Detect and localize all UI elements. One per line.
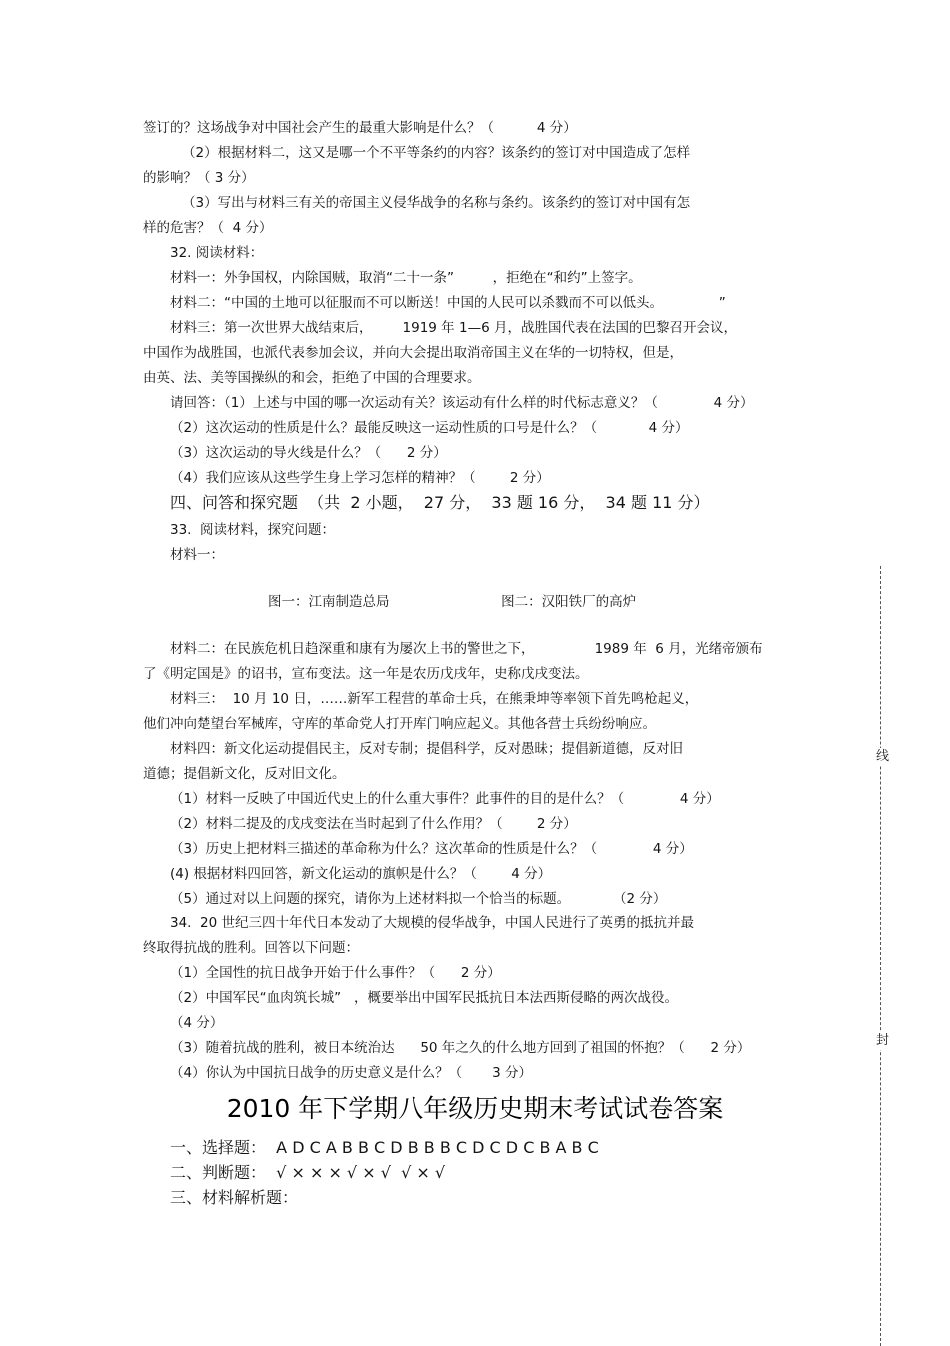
- text-line: 材料三： 10 月 10 日，……新军工程营的革命士兵，在熊秉坤等率领下首先鸣枪起义，: [170, 691, 699, 707]
- text-line: 材料四：新文化运动提倡民主，反对专制；提倡科学，反对愚昧；提倡新道德，反对旧: [170, 741, 683, 757]
- text-line: （4 分）: [170, 1015, 224, 1031]
- text-line: 请回答：（1）上述与中国的哪一次运动有关？该运动有什么样的时代标志意义？（ 4 分）: [170, 395, 754, 411]
- text-line: （2）这次运动的性质是什么？最能反映这一运动性质的口号是什么？（ 4 分）: [170, 420, 689, 436]
- text-line: 图一：江南制造总局 图二：汉阳铁厂的高炉: [268, 594, 637, 610]
- text-line: 道德；提倡新文化，反对旧文化。: [143, 766, 346, 782]
- text-line: 的影响？（ 3 分）: [143, 170, 255, 186]
- text-line: 终取得抗战的胜利。回答以下问题：: [143, 940, 359, 956]
- section-heading-4: 四、问答和探究题 （共 2 小题， 27 分， 33 题 16 分， 34 题 11 分）: [170, 493, 710, 512]
- answer-judge: 二、判断题： √ × × × √ × √ √ × √: [170, 1163, 446, 1182]
- text-line: 样的危害？（ 4 分）: [143, 220, 273, 236]
- text-line: (4) 根据材料四回答，新文化运动的旗帜是什么？（ 4 分）: [170, 866, 552, 882]
- text-line: （3）写出与材料三有关的帝国主义侵华战争的名称与条约。该条约的签订对中国有怎: [182, 195, 691, 211]
- answer-choice: 一、选择题： A D C A B B C D B B B C D C D C B A B C: [170, 1138, 599, 1157]
- text-line: 材料二：“中国的土地可以征服而不可以断送！中国的人民可以杀戮而不可以低头。 ”: [170, 295, 726, 311]
- text-line: 32. 阅读材料：: [170, 245, 264, 261]
- text-line: 材料一：外争国权，内除国贼，取消“二十一条” ，拒绝在“和约”上签字。: [170, 270, 642, 286]
- text-line: 由英、法、美等国操纵的和会，拒绝了中国的合理要求。: [143, 370, 481, 386]
- answer-material: 三、材料解析题：: [170, 1188, 299, 1207]
- text-line: （2）中国军民“血肉筑长城” ，概要举出中国军民抵抗日本法西斯侵略的两次战役。: [170, 990, 678, 1006]
- text-line: 签订的？这场战争对中国社会产生的最重大影响是什么？（ 4 分）: [143, 120, 577, 136]
- text-line: 34. 20 世纪三四十年代日本发动了大规模的侵华战争，中国人民进行了英勇的抵抗并最: [170, 915, 695, 931]
- binding-line-label: 线: [876, 749, 890, 764]
- text-line: 中国作为战胜国，也派代表参加会议，并向大会提出取消帝国主义在华的一切特权，但是，: [143, 345, 683, 361]
- text-line: （2）材料二提及的戊戌变法在当时起到了什么作用？（ 2 分）: [170, 816, 577, 832]
- text-line: （4）你认为中国抗日战争的历史意义是什么？（ 3 分）: [170, 1065, 533, 1081]
- text-line: 材料三：第一次世界大战结束后， 1919 年 1—6 月，战胜国代表在法国的巴黎召开会议，: [170, 320, 737, 336]
- text-line: （1）材料一反映了中国近代史上的什么重大事件？此事件的目的是什么？（ 4 分）: [170, 791, 720, 807]
- text-line: 材料二：在民族危机日趋深重和康有为屡次上书的警世之下， 1989 年 6 月，光绪帝颁布: [170, 641, 763, 657]
- answer-title: 2010 年下学期八年级历史期末考试试卷答案: [226, 1094, 724, 1123]
- binding-dashed-line: [880, 566, 895, 1346]
- text-line: 了《明定国是》的诏书，宣布变法。这一年是农历戊戌年，史称戊戌变法。: [143, 666, 589, 682]
- text-line: 他们冲向楚望台军械库，守库的革命党人打开库门响应起义。其他各营士兵纷纷响应。: [143, 716, 656, 732]
- text-line: （4）我们应该从这些学生身上学习怎样的精神？（ 2 分）: [170, 470, 550, 486]
- text-line: （5）通过对以上问题的探究，请你为上述材料拟一个恰当的标题。 （2 分）: [170, 891, 667, 907]
- text-line: （3）历史上把材料三描述的革命称为什么？这次革命的性质是什么？（ 4 分）: [170, 841, 693, 857]
- text-line: （1）全国性的抗日战争开始于什么事件？（ 2 分）: [170, 965, 501, 981]
- text-line: （2）根据材料二，这又是哪一个不平等条约的内容？该条约的签订对中国造成了怎样: [182, 145, 691, 161]
- text-line: （3）这次运动的导火线是什么？（ 2 分）: [170, 445, 447, 461]
- text-line: （3）随着抗战的胜利，被日本统治达 50 年之久的什么地方回到了祖国的怀抱？（ 2 分）: [170, 1040, 751, 1056]
- binding-seal-label: 封: [876, 1033, 890, 1048]
- text-line: 材料一：: [170, 547, 224, 563]
- text-line: 33. 阅读材料，探究问题：: [170, 522, 336, 538]
